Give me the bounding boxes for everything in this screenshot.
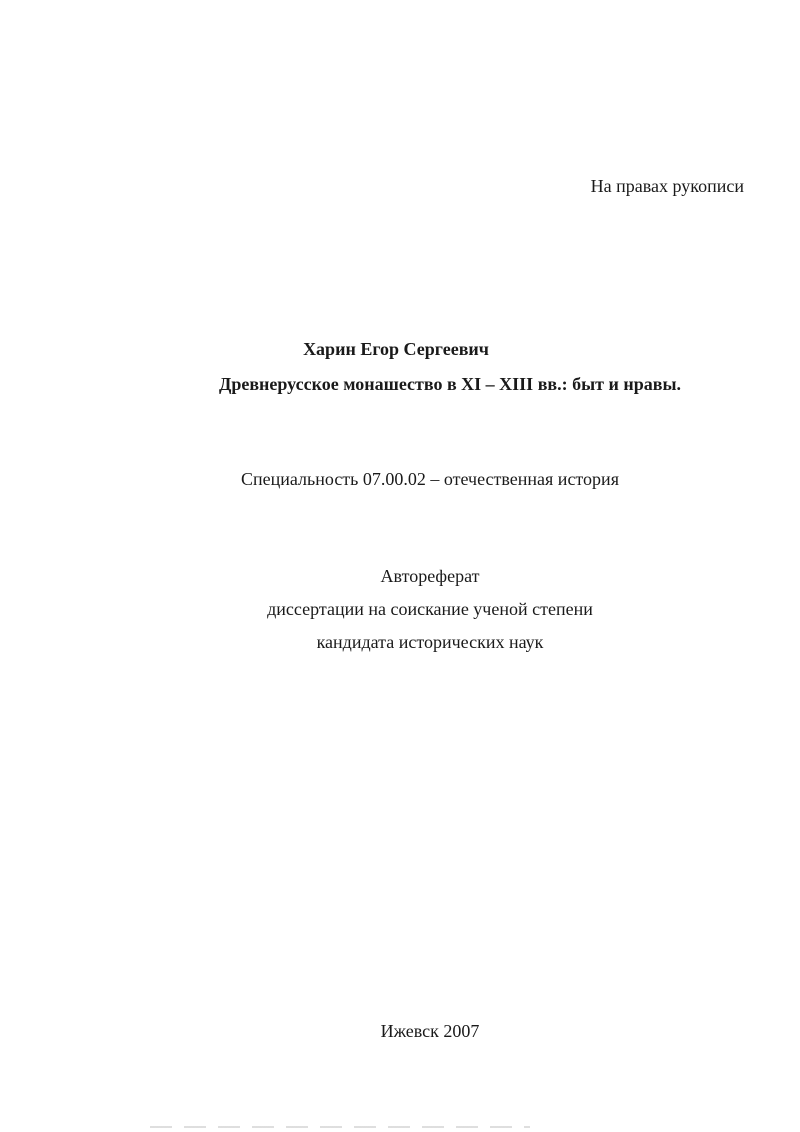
rights-note: На правах рукописи xyxy=(590,176,744,196)
thesis-title: Древнерусское монашество в XI – XIII вв.: быт и нравы. xyxy=(218,374,682,394)
scan-artifact-edge xyxy=(150,1126,530,1128)
abstract-degree: кандидата исторических наук xyxy=(316,632,544,652)
abstract-heading: Автореферат xyxy=(380,566,480,586)
abstract-subheading: диссертации на соискание ученой степени xyxy=(267,599,593,619)
specialty-line: Специальность 07.00.02 – отечественная история xyxy=(241,469,619,489)
city-year: Ижевск 2007 xyxy=(380,1021,480,1041)
author-name: Харин Егор Сергеевич xyxy=(303,339,489,359)
